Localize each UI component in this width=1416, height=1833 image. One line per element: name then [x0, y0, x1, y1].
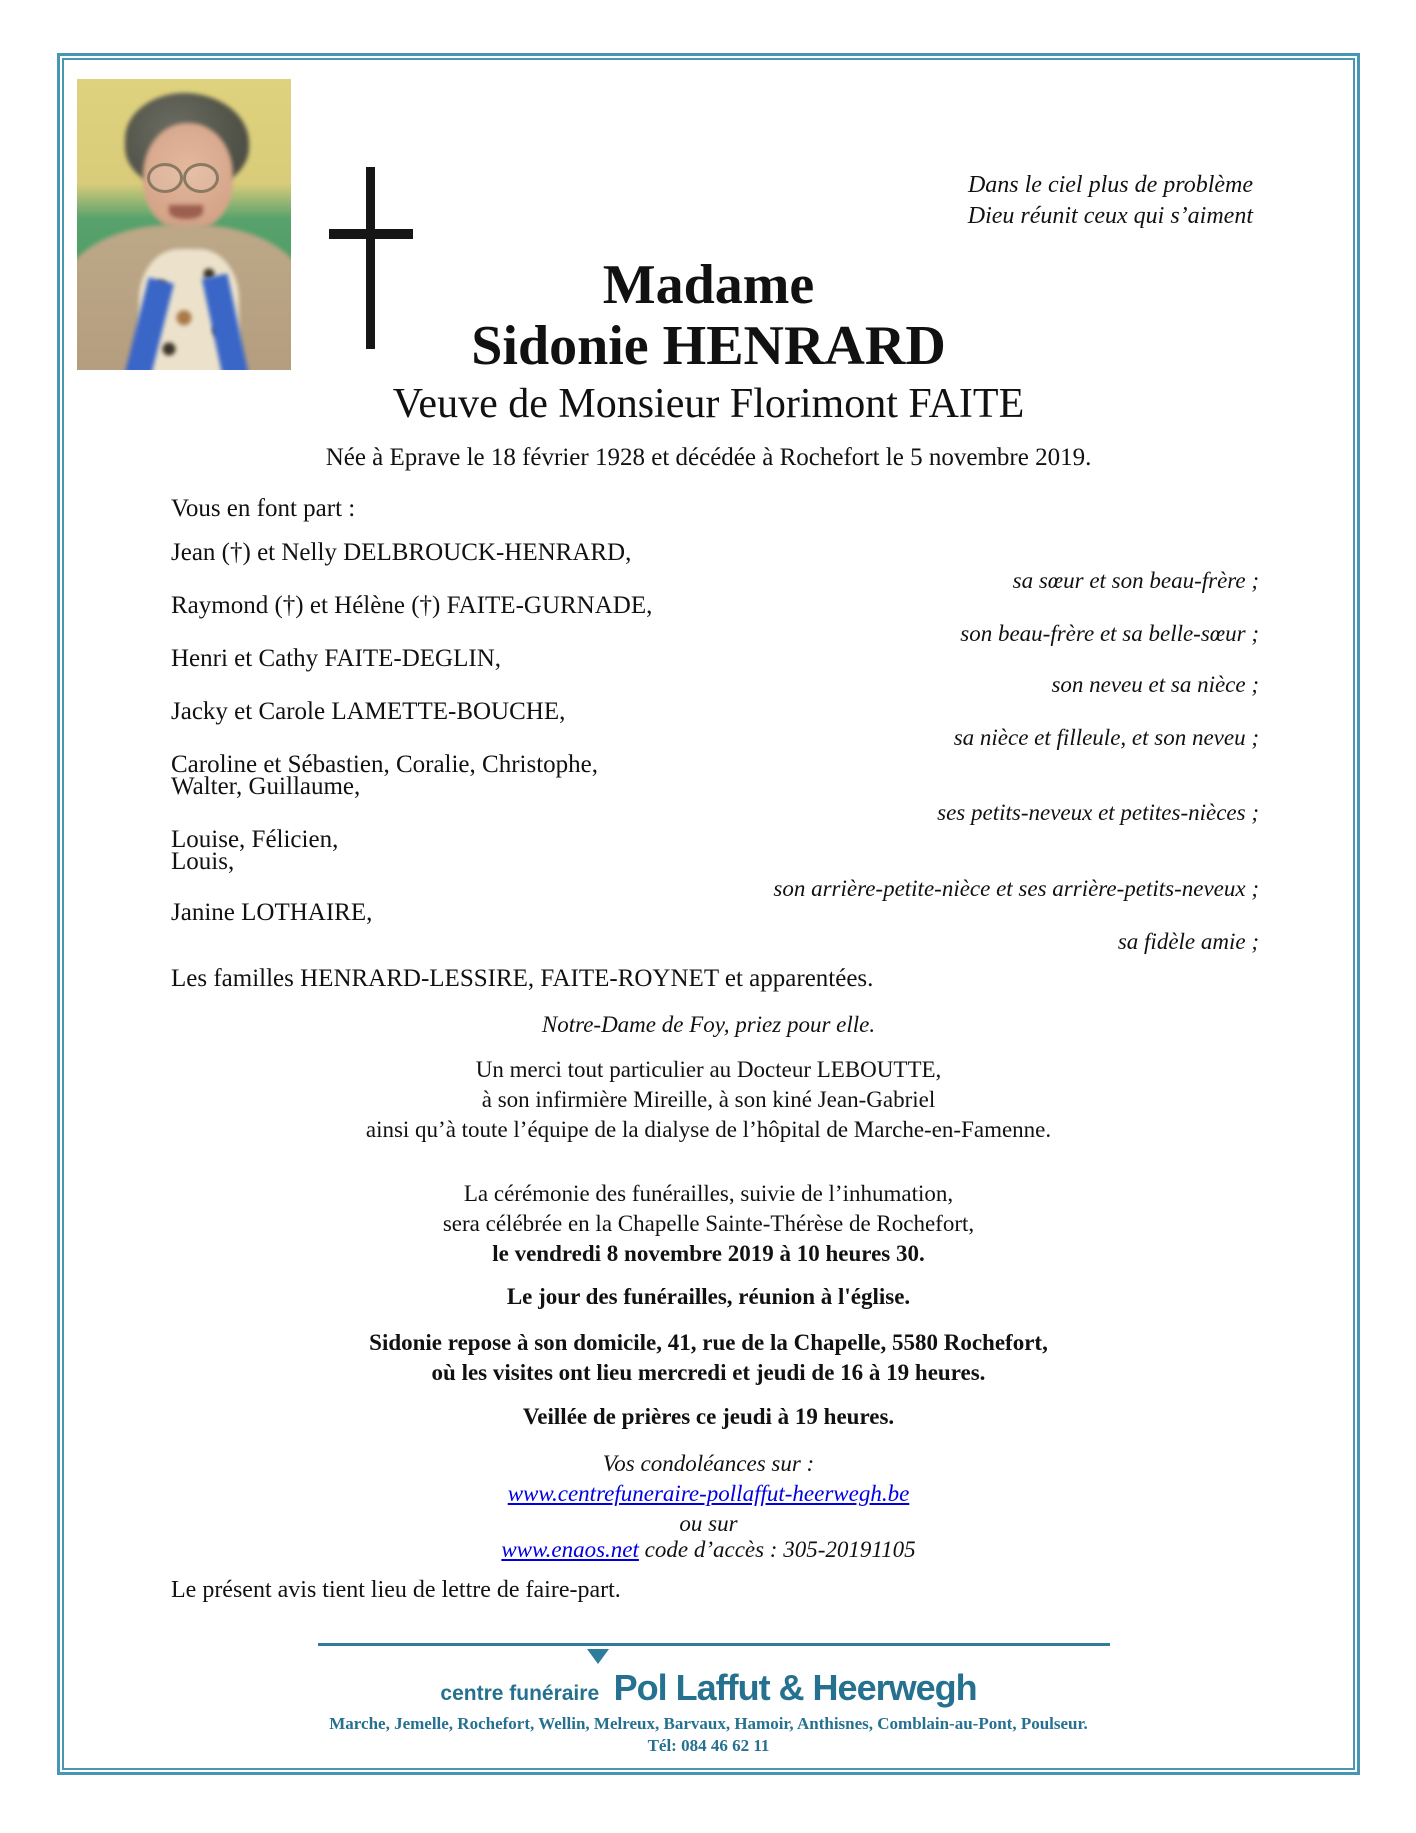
birth-death-line: Née à Eprave le 18 février 1928 et décédée à Rochefort le 5 novembre 2019.	[325, 444, 1092, 471]
footer-divider	[318, 1643, 1110, 1646]
family-name-line: Henri et Cathy FAITE-DEGLIN,	[171, 645, 502, 672]
relation-line: son neveu et sa nièce ;	[1051, 672, 1259, 697]
repose-line1: Sidonie repose à son domicile, 41, rue de la Chapelle, 5580 Rochefort,	[369, 1330, 1048, 1355]
decorative-border-frame	[62, 58, 1355, 1770]
repose-line2: où les visites ont lieu mercredi et jeudi de 16 à 19 heures.	[431, 1360, 986, 1385]
condolences-link2-row	[64, 1535, 1353, 1565]
family-name-line: Jean (†) et Nelly DELBROUCK-HENRARD,	[171, 539, 632, 566]
relation-line: ses petits-neveux et petites-nièces ;	[937, 800, 1259, 825]
family-name-line: Raymond (†) et Hélène (†) FAITE-GURNADE,	[171, 592, 653, 619]
relation-line: sa fidèle amie ;	[1117, 929, 1259, 954]
footer-locations: Marche, Jemelle, Rochefort, Wellin, Melreux, Barvaux, Hamoir, Anthisnes, Comblain-au-Pont, Poulseur.	[329, 1714, 1088, 1733]
condolences-link2[interactable]: www.enaos.net	[501, 1537, 639, 1562]
thanks-line2: à son infirmière Mireille, à son kiné Jean-Gabriel	[481, 1087, 936, 1112]
ceremony-date-line: le vendredi 8 novembre 2019 à 10 heures 30.	[492, 1241, 925, 1266]
glasses-right-lens	[183, 163, 219, 193]
family-name-line: Caroline et Sébastien, Coralie, Christophe,	[171, 751, 598, 778]
family-name-line: Walter, Guillaume,	[171, 773, 361, 800]
header-titles	[64, 255, 1353, 473]
title-prefix: Madame	[602, 254, 815, 316]
family-name-line: Jacky et Carole LAMETTE-BOUCHE,	[171, 698, 566, 725]
obituary-card	[57, 53, 1360, 1775]
announcement-intro: Vous en font part :	[171, 495, 356, 522]
thanks-paragraph	[64, 1055, 1353, 1145]
vigil-line: Veillée de prières ce jeudi à 19 heures.	[522, 1404, 895, 1429]
thanks-line1: Un merci tout particulier au Docteur LEBOUTTE,	[475, 1057, 942, 1082]
relation-line: son beau-frère et sa belle-sœur ;	[960, 621, 1259, 646]
notice-line: Le présent avis tient lieu de lettre de faire-part.	[171, 1577, 621, 1603]
thanks-line3: ainsi qu’à toute l’équipe de la dialyse de l’hôpital de Marche-en-Famenne.	[365, 1117, 1052, 1142]
funeral-home-brand	[64, 1667, 1353, 1709]
condolences-or: ou sur	[679, 1511, 738, 1536]
footer-phone: Tél: 084 46 62 11	[647, 1736, 770, 1755]
family-name-line: Janine LOTHAIRE,	[171, 899, 373, 926]
meeting-line: Le jour des funérailles, réunion à l'église.	[506, 1284, 911, 1309]
ceremony-paragraph	[64, 1179, 1353, 1269]
condolences-link1-row	[64, 1479, 1353, 1509]
condolences-link1[interactable]: www.centrefuneraire-pollaffut-heerwegh.be	[507, 1481, 910, 1506]
epitaph-quote-line1: Dans le ciel plus de problème	[967, 172, 1253, 198]
widow-subtitle: Veuve de Monsieur Florimont FAITE	[392, 381, 1025, 427]
family-name-line: Louise, Félicien,	[171, 826, 339, 853]
repose-paragraph	[64, 1328, 1353, 1388]
family-name-line: Louis,	[171, 848, 235, 875]
epitaph-quote-line2: Dieu réunit ceux qui s’aiment	[967, 203, 1253, 229]
condolences-intro: Vos condoléances sur :	[602, 1451, 815, 1476]
brand-prefix: centre funéraire	[440, 1682, 600, 1705]
deceased-name: Sidonie HENRARD	[471, 315, 946, 377]
prayer-line: Notre-Dame de Foy, priez pour elle.	[541, 1012, 876, 1037]
glasses-left-lens	[147, 163, 183, 193]
ceremony-line1: La cérémonie des funérailles, suivie de l’inhumation,	[463, 1181, 954, 1206]
ceremony-line2: sera célébrée en la Chapelle Sainte-Thérèse de Rochefort,	[442, 1211, 975, 1236]
relation-line: sa nièce et filleule, et son neveu ;	[953, 725, 1259, 750]
relation-line: son arrière-petite-nièce et ses arrière-petits-neveux ;	[773, 876, 1259, 901]
cross-icon	[329, 229, 413, 239]
relation-line: sa sœur et son beau-frère ;	[1012, 568, 1259, 593]
brand-name: Pol Laffut & Heerwegh	[613, 1667, 977, 1708]
epitaph-quote	[968, 170, 1253, 232]
portrait-smile	[169, 205, 203, 219]
triangle-icon	[587, 1649, 609, 1664]
families-line: Les familles HENRARD-LESSIRE, FAITE-ROYNET et apparentées.	[171, 965, 874, 992]
access-code: code d’accès : 305-20191105	[638, 1537, 916, 1562]
